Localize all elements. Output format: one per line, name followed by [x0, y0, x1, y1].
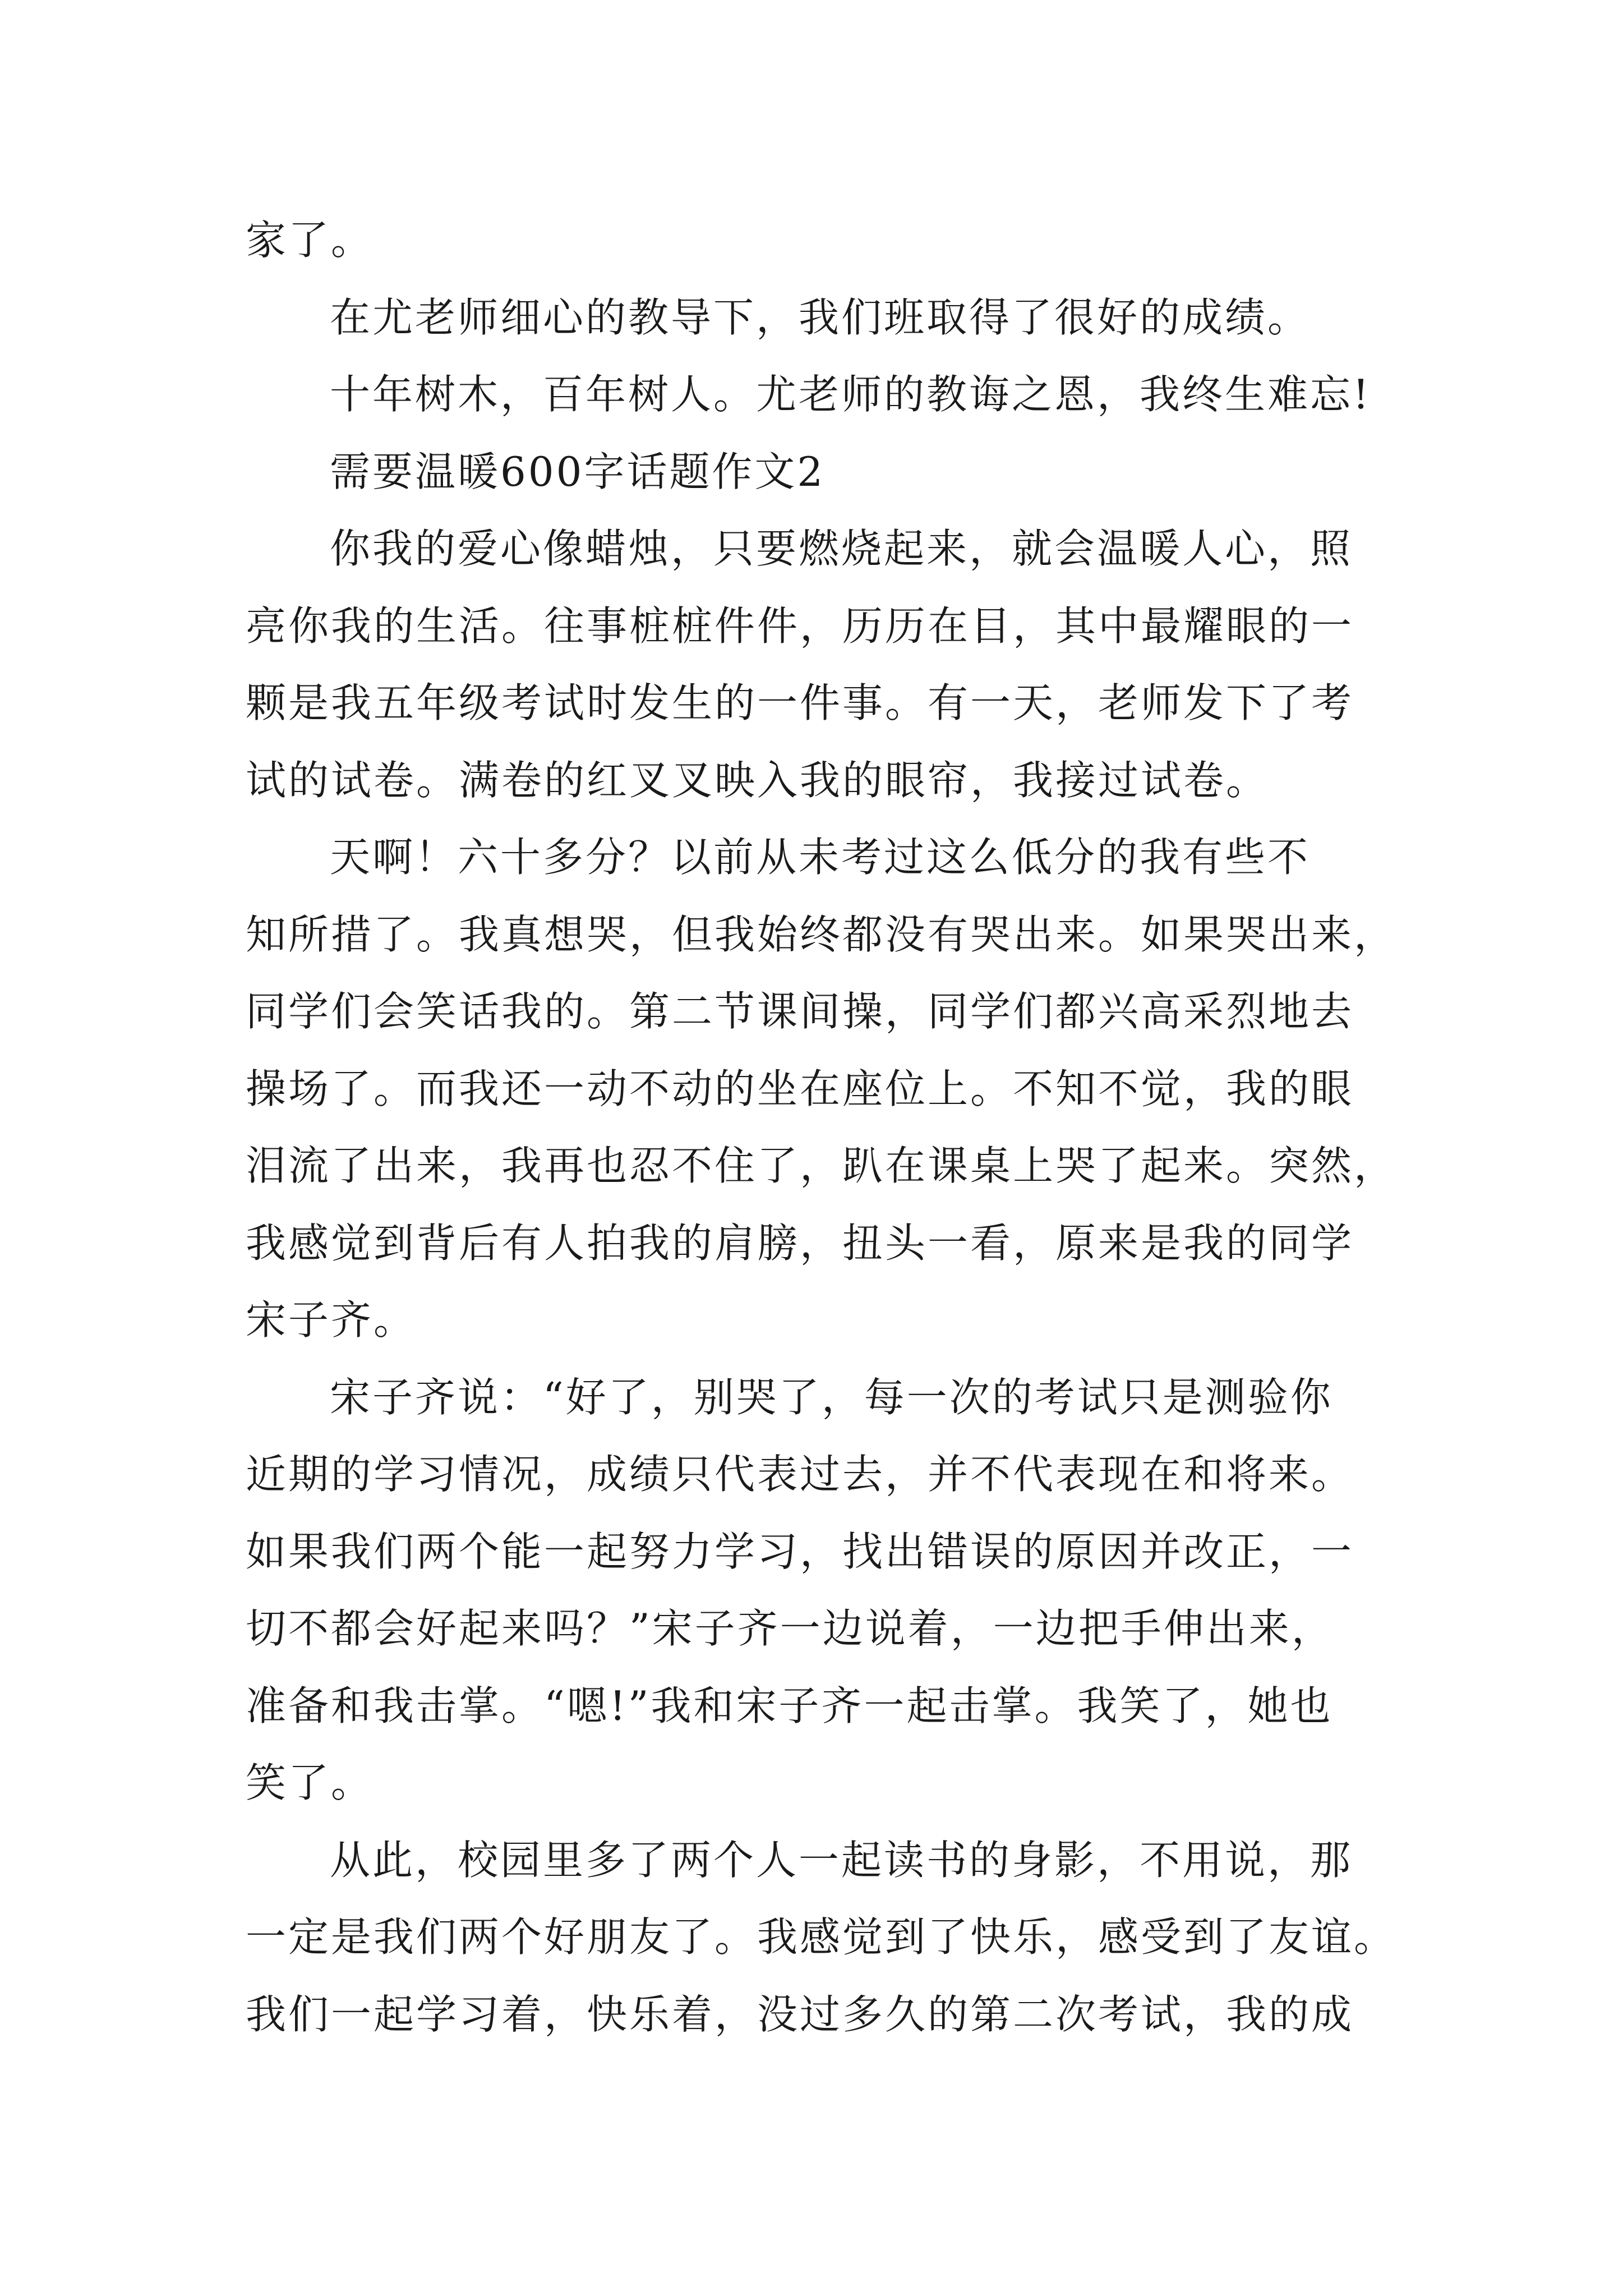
text-line: 知所措了。我真想哭，但我始终都没有哭出来。如果哭出来， — [246, 910, 1397, 958]
text-line: 十年树木，百年树人。尤老师的教诲之恩，我终生难忘! — [330, 371, 1371, 418]
text-line: 从此，校园里多了两个人一起读书的身影，不用说，那 — [330, 1836, 1353, 1884]
text-line: 如果我们两个能一起努力学习，找出错误的原因并改正，一 — [246, 1527, 1354, 1575]
text-line: 笑了。 — [246, 1759, 374, 1806]
body-text — [246, 202, 1397, 2053]
text-line: 切不都会好起来吗？”宋子齐一边说着，一边把手伸出来， — [246, 1605, 1334, 1652]
text-line: 家了。 — [246, 217, 374, 264]
text-line: 我感觉到背后有人拍我的肩膀，扭头一看，原来是我的同学 — [246, 1219, 1354, 1267]
text-line: 泪流了出来，我再也忍不住了，趴在课桌上哭了起来。突然， — [246, 1142, 1397, 1189]
text-line: 准备和我击掌。“嗯!”我和宋子齐一起击掌。我笑了，她也 — [246, 1682, 1333, 1729]
text-line: 你我的爱心像蜡烛，只要燃烧起来，就会温暖人心，照 — [330, 525, 1353, 572]
text-line: 试的试卷。满卷的红叉叉映入我的眼帘，我接过试卷。 — [246, 756, 1269, 804]
text-line: 宋子齐说：“好了，别哭了，每一次的考试只是测验你 — [330, 1373, 1333, 1421]
text-line: 亮你我的生活。往事桩桩件件，历历在目，其中最耀眼的一 — [246, 602, 1354, 650]
text-line: 我们一起学习着，快乐着，没过多久的第二次考试，我的成 — [246, 1990, 1354, 2038]
text-line: 需要温暖600字话题作文2 — [330, 448, 826, 495]
text-line: 在尤老师细心的教导下，我们班取得了很好的成绩。 — [330, 293, 1311, 341]
text-line: 颗是我五年级考试时发生的一件事。有一天，老师发下了考 — [246, 679, 1354, 726]
text-line: 宋子齐。 — [246, 1296, 417, 1343]
text-line: 操场了。而我还一动不动的坐在座位上。不知不觉，我的眼 — [246, 1065, 1354, 1112]
text-line: 一定是我们两个好朋友了。我感觉到了快乐，感受到了友谊。 — [246, 1913, 1397, 1961]
text-line: 近期的学习情况，成绩只代表过去，并不代表现在和将来。 — [246, 1451, 1354, 1498]
text-line: 天啊！六十多分？以前从未考过这么低分的我有些不 — [330, 834, 1311, 881]
text-line: 同学们会笑话我的。第二节课间操，同学们都兴高采烈地去 — [246, 988, 1354, 1035]
